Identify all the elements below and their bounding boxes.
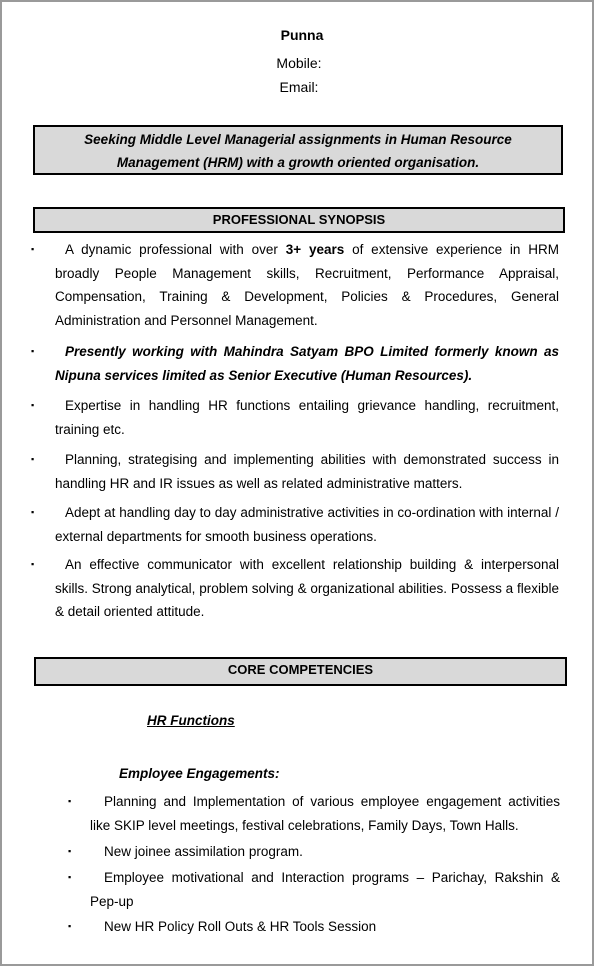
synopsis-item-1-bold: 3+ years: [285, 242, 345, 257]
bullet-icon: ▪: [31, 559, 35, 569]
synopsis-item-1: [31, 238, 559, 332]
career-objective: [33, 125, 563, 175]
objective-line-2: Management (HRM) with a growth oriented organisation.: [116, 155, 480, 170]
synopsis-item-3: [31, 394, 559, 441]
synopsis-item-5: [31, 501, 559, 548]
synopsis-item-5-text: Adept at handling day to day administrative activities in co-ordination with internal / external departments for smooth business operations.: [55, 505, 559, 544]
objective-line-1: Seeking Middle Level Managerial assignments in Human Resource: [84, 132, 512, 147]
section-heading-synopsis: PROFESSIONAL SYNOPSIS: [33, 207, 565, 233]
bullet-icon: ▪: [31, 346, 35, 356]
bullet-icon: ▪: [31, 454, 35, 464]
engagement-item-3-text: Employee motivational and Interaction programs – Parichay, Rakshin & Pep-up: [90, 870, 560, 909]
bullet-icon: ▪: [31, 507, 35, 517]
bullet-icon: ▪: [31, 244, 35, 254]
bullet-icon: ▪: [68, 846, 72, 856]
engagement-item-2-text: New joinee assimilation program.: [104, 844, 303, 859]
hr-functions-subheading: HR Functions: [147, 713, 235, 728]
bullet-icon: ▪: [31, 400, 35, 410]
synopsis-item-6: [31, 553, 559, 624]
engagement-item-4-text: New HR Policy Roll Outs & HR Tools Session: [104, 919, 377, 934]
engagement-item-1: [68, 790, 560, 837]
bullet-icon: ▪: [68, 796, 72, 806]
synopsis-item-2: [31, 340, 559, 387]
bullet-icon: ▪: [68, 872, 72, 882]
synopsis-item-2-text: Presently working with Mahindra Satyam BPO Limited formerly known as Nipuna services limited as Senior Executive (Human Resources).: [55, 344, 559, 383]
engagement-item-2: [68, 840, 560, 864]
bullet-icon: ▪: [68, 921, 72, 931]
engagement-item-1-text: Planning and Implementation of various employee engagement activities like SKIP level meetings, festival celebrations, Family Days, Town Halls.: [90, 794, 560, 833]
email-label: Email:: [279, 79, 319, 95]
candidate-name: Punna: [280, 27, 324, 43]
synopsis-item-6-text: An effective communicator with excellent relationship building & interpersonal skills. Strong analytical, problem solving & organizational abilities. Possess a flexible & detail oriented attitude.: [55, 557, 559, 619]
section-heading-core-competencies: CORE COMPETENCIES: [34, 657, 567, 686]
synopsis-item-4-text: Planning, strategising and implementing abilities with demonstrated success in handling HR and IR issues as well as related administrative matters.: [55, 452, 559, 491]
synopsis-item-4: [31, 448, 559, 495]
engagement-item-4: [68, 915, 560, 939]
engagement-item-3: [68, 866, 560, 913]
employee-engagements-heading: Employee Engagements:: [119, 766, 280, 781]
synopsis-item-1-rest: of extensive experience in HRM broadly People Management skills, Recruitment, Performance Appraisal, Compensation, Training & Development, Policies & Procedures, General Administration and Personnel Management.: [55, 242, 559, 328]
mobile-label: Mobile:: [276, 55, 322, 71]
synopsis-item-1-text: A dynamic professional with over: [65, 242, 286, 257]
synopsis-item-3-text: Expertise in handling HR functions entailing grievance handling, recruitment, training etc.: [55, 398, 559, 437]
